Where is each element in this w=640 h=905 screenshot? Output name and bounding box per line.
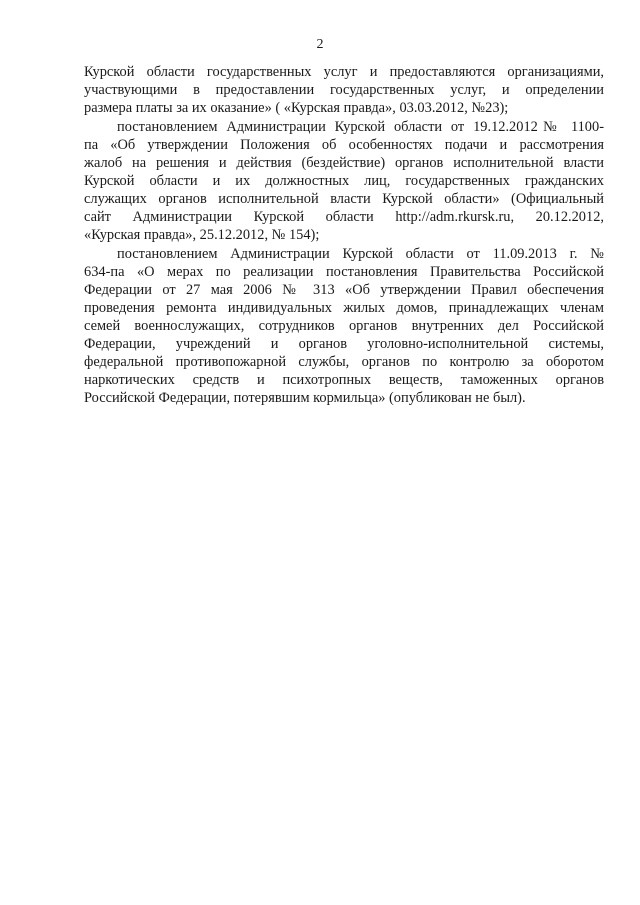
document-body <box>84 63 604 407</box>
text-line: па «Об утверждении Положения об особенностях подачи и рассмотрения <box>84 137 604 153</box>
text-line: Российской Федерации, потерявшим кормильца» (опубликован не был). <box>84 390 526 406</box>
text-line: «Курская правда», 25.12.2012, № 154); <box>84 227 320 243</box>
paragraph-resolution-1100 <box>84 118 604 244</box>
text-line: 634-па «О мерах по реализации постановления Правительства Российской <box>84 264 604 280</box>
paragraph-continuation <box>84 63 604 117</box>
text-line: Федерации от 27 мая 2006 № 313 «Об утверждении Правил обеспечения <box>84 282 604 298</box>
text-line: постановлением Администрации Курской области от 11.09.2013 г. № <box>117 246 604 262</box>
text-line: сайт Администрации Курской области http://adm.rkursk.ru, 20.12.2012, <box>84 209 604 225</box>
text-line: Курской области и их должностных лиц, государственных гражданских <box>84 173 604 189</box>
text-line: федеральной противопожарной службы, органов по контролю за оборотом <box>84 354 604 370</box>
text-line: служащих органов исполнительной власти Курской области» (Официальный <box>84 191 604 207</box>
text-line: участвующими в предоставлении государственных услуг, и определении <box>84 82 604 98</box>
text-line: семей военнослужащих, сотрудников органов внутренних дел Российской <box>84 318 604 334</box>
text-line: Федерации, учреждений и органов уголовно-исполнительной системы, <box>84 336 604 352</box>
text-line: жалоб на решения и действия (бездействие) органов исполнительной власти <box>84 155 604 171</box>
page-number: 2 <box>316 37 324 52</box>
text-line: Курской области государственных услуг и предоставляются организациями, <box>84 64 604 80</box>
text-line: размера платы за их оказание» ( «Курская правда», 03.03.2012, №23); <box>84 100 509 116</box>
text-line: постановлением Администрации Курской области от 19.12.2012№ 1100- <box>117 119 604 135</box>
text-line: наркотических средств и психотропных веществ, таможенных органов <box>84 372 604 388</box>
paragraph-resolution-634 <box>84 245 604 407</box>
text-line: проведения ремонта индивидуальных жилых домов, принадлежащих членам <box>84 300 604 316</box>
